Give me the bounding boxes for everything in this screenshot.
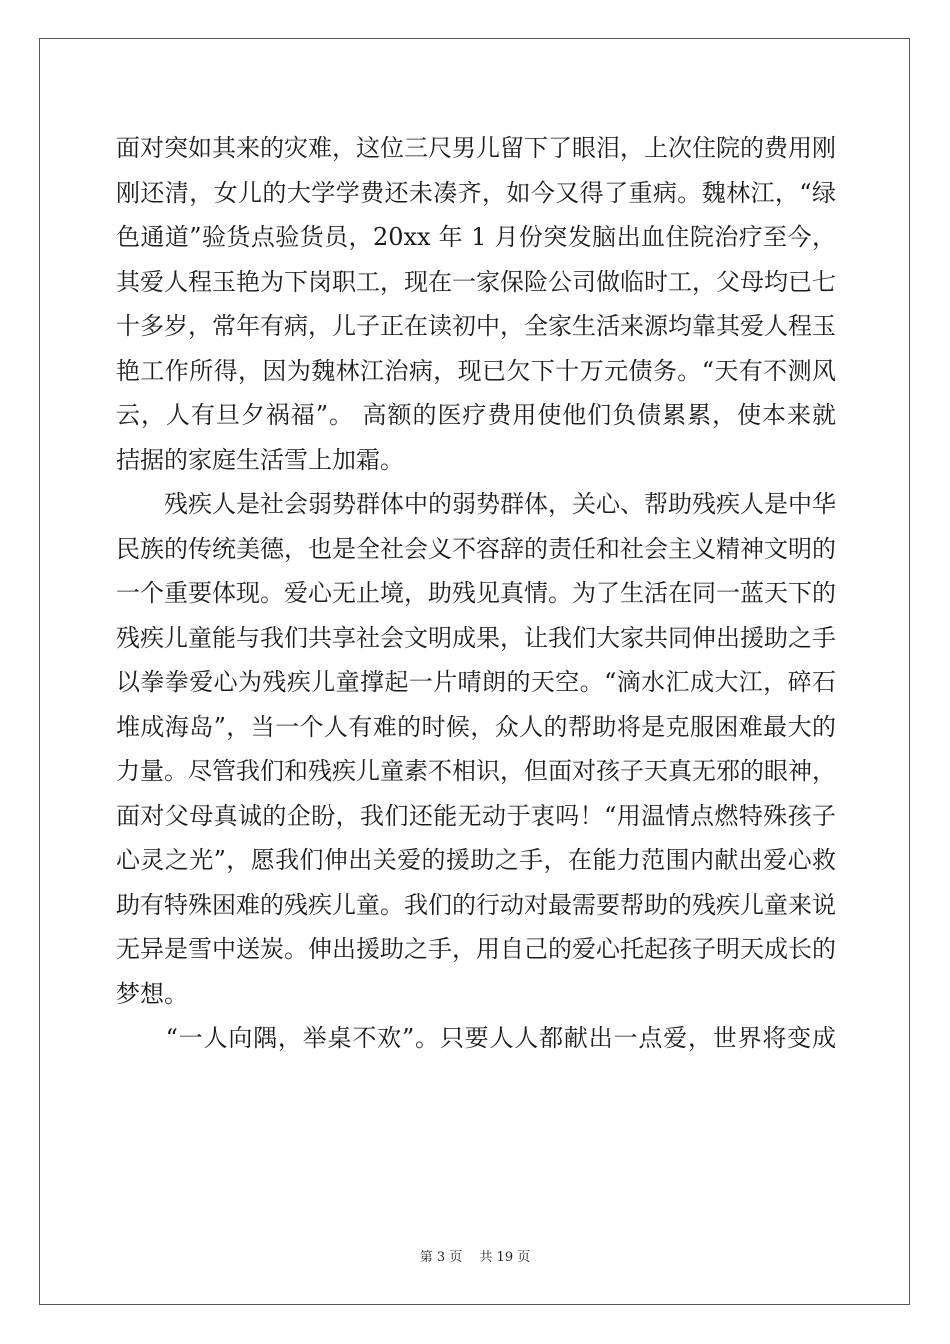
text-line: “一人向隅，举桌不欢”。只要人人都献出一点爱，世界将变成	[116, 1024, 836, 1052]
text-line: 面对父母真诚的企盼，我们还能无动于衷吗！“用温情点燃特殊孩子	[116, 801, 836, 830]
text-line: 残疾人是社会弱势群体中的弱势群体，关心、帮助残疾人是中华	[116, 490, 836, 518]
text-line: 十多岁，常年有病，儿子正在读初中，全家生活来源均靠其爱人程玉	[116, 312, 836, 340]
text-line: 其爱人程玉艳为下岗职工，现在一家保险公司做临时工，父母均已七	[116, 267, 836, 296]
text-line: 面对突如其来的灾难，这位三尺男儿留下了眼泪，上次住院的费用刚	[116, 134, 836, 162]
text-line: 残疾儿童能与我们共享社会文明成果，让我们大家共同伸出援助之手	[116, 623, 836, 652]
text-line: 刚还清，女儿的大学学费还未凑齐，如今又得了重病。魏林江，“绿	[116, 178, 836, 207]
text-line: 以拳拳爱心为残疾儿童撑起一片晴朗的天空。“滴水汇成大江，碎石	[116, 668, 836, 696]
text-line: 梦想。	[116, 979, 188, 1008]
page-footer	[0, 1246, 950, 1265]
text-line: 色通道”验货点验货员，20xx 年 1 月份突发脑出血住院治疗至今，	[116, 223, 836, 251]
text-line: 一个重要体现。爱心无止境，助残见真情。为了生活在同一蓝天下的	[116, 579, 836, 607]
text-line: 艳工作所得，因为魏林江治病，现已欠下十万元债务。“天有不测风	[116, 356, 836, 385]
text-line: 云，人有旦夕祸福”。 高额的医疗费用使他们负债累累，使本来就	[116, 401, 836, 429]
text-line: 助有特殊困难的残疾儿童。我们的行动对最需要帮助的残疾儿童来说	[116, 890, 836, 919]
body-text	[116, 126, 836, 1061]
text-line: 力量。尽管我们和残疾儿童素不相识，但面对孩子天真无邪的眼神，	[116, 757, 836, 785]
text-line: 拮据的家庭生活雪上加霜。	[116, 445, 404, 474]
text-line: 心灵之光”，愿我们伸出关爱的援助之手，在能力范围内献出爱心救	[116, 846, 836, 874]
text-line: 堆成海岛”，当一个人有难的时候，众人的帮助将是克服困难最大的	[116, 712, 836, 741]
text-line: 民族的传统美德，也是全社会义不容辞的责任和社会主义精神文明的	[116, 534, 836, 563]
page-number: 第 3 页 共 19 页	[419, 1250, 531, 1265]
text-line: 无异是雪中送炭。伸出援助之手，用自己的爱心托起孩子明天成长的	[116, 935, 836, 963]
